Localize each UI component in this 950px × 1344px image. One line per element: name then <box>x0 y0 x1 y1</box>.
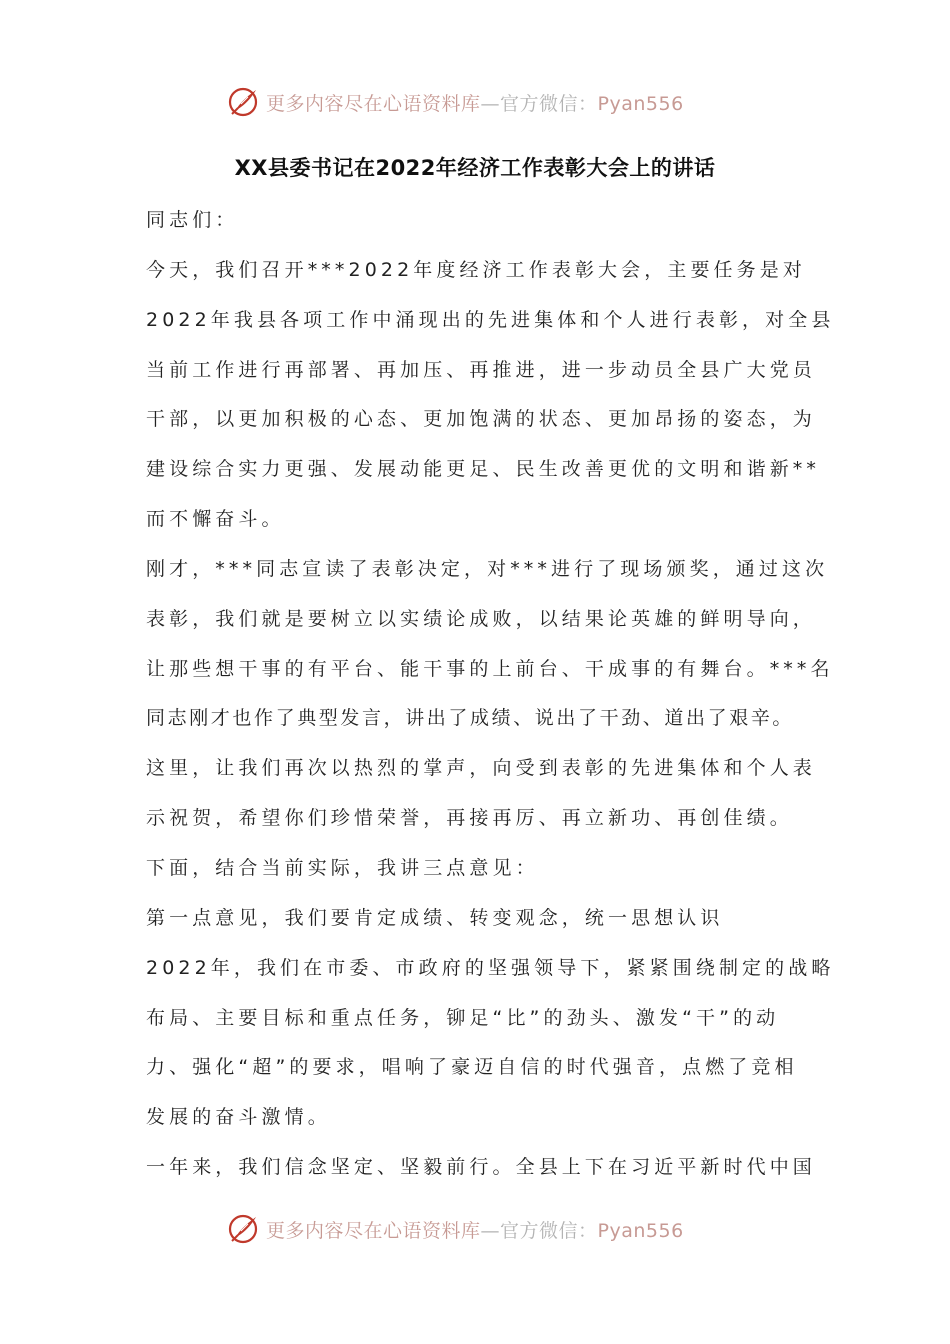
banner-wechat-id: Pyan556 <box>597 1219 684 1242</box>
header-watermark-banner <box>226 84 746 120</box>
feather-pen-logo-icon <box>226 1212 260 1246</box>
body-line: 一年来，我们信念坚定、坚毅前行。全县上下在习近平新时代中国 <box>146 1156 816 1179</box>
document-body <box>146 196 835 1193</box>
body-line: 下面，结合当前实际，我讲三点意见： <box>146 856 539 879</box>
body-line: 同志刚才也作了典型发言，讲出了成绩、说出了干劲、道出了艰辛。 <box>146 707 795 730</box>
banner-site-name: 更多内容尽在心语资料库 <box>266 1219 481 1242</box>
body-line: 刚才，***同志宣读了表彰决定，对***进行了现场颁奖，通过这次 <box>146 557 829 580</box>
body-line: 建设综合实力更强、发展动能更足、民生改善更优的文明和谐新** <box>146 458 821 481</box>
document-title: XX县委书记在2022年经济工作表彰大会上的讲话 <box>234 156 716 180</box>
body-line: 同志们： <box>146 209 239 231</box>
footer-watermark-banner <box>226 1211 746 1247</box>
body-line: 布局、主要目标和重点任务，铆足“比”的劲头、激发“干”的动 <box>146 1006 780 1029</box>
body-line: 让那些想干事的有平台、能干事的上前台、干成事的有舞台。***名 <box>146 657 834 680</box>
banner-wechat-label: —官方微信： <box>480 1219 598 1242</box>
body-line: 力、强化“超”的要求，唱响了豪迈自信的时代强音，点燃了竞相 <box>146 1056 798 1079</box>
banner-site-name: 更多内容尽在心语资料库 <box>266 92 481 115</box>
banner-wechat-id: Pyan556 <box>597 92 684 115</box>
body-line: 表彰，我们就是要树立以实绩论成败，以结果论英雄的鲜明导向， <box>146 607 816 630</box>
body-line: 今天，我们召开***2022年度经济工作表彰大会，主要任务是对 <box>146 258 806 281</box>
body-line: 第一点意见，我们要肯定成绩、转变观念，统一思想认识 <box>146 906 724 929</box>
banner-wechat-label: —官方微信： <box>480 92 598 115</box>
body-line: 干部，以更加积极的心态、更加饱满的状态、更加昂扬的姿态，为 <box>146 408 816 431</box>
body-line: 而不懈奋斗。 <box>146 508 285 531</box>
feather-pen-logo-icon <box>226 85 260 119</box>
body-line: 当前工作进行再部署、再加压、再推进，进一步动员全县广大党员 <box>146 358 816 381</box>
body-line: 2022年，我们在市委、市政府的坚强领导下，紧紧围绕制定的战略 <box>146 956 835 979</box>
body-line: 这里，让我们再次以热烈的掌声，向受到表彰的先进集体和个人表 <box>146 757 816 780</box>
body-line: 示祝贺，希望你们珍惜荣誉，再接再厉、再立新功、再创佳绩。 <box>146 807 793 830</box>
body-line: 发展的奋斗激情。 <box>146 1106 331 1129</box>
body-line: 2022年我县各项工作中涌现出的先进集体和个人进行表彰，对全县 <box>146 308 835 331</box>
